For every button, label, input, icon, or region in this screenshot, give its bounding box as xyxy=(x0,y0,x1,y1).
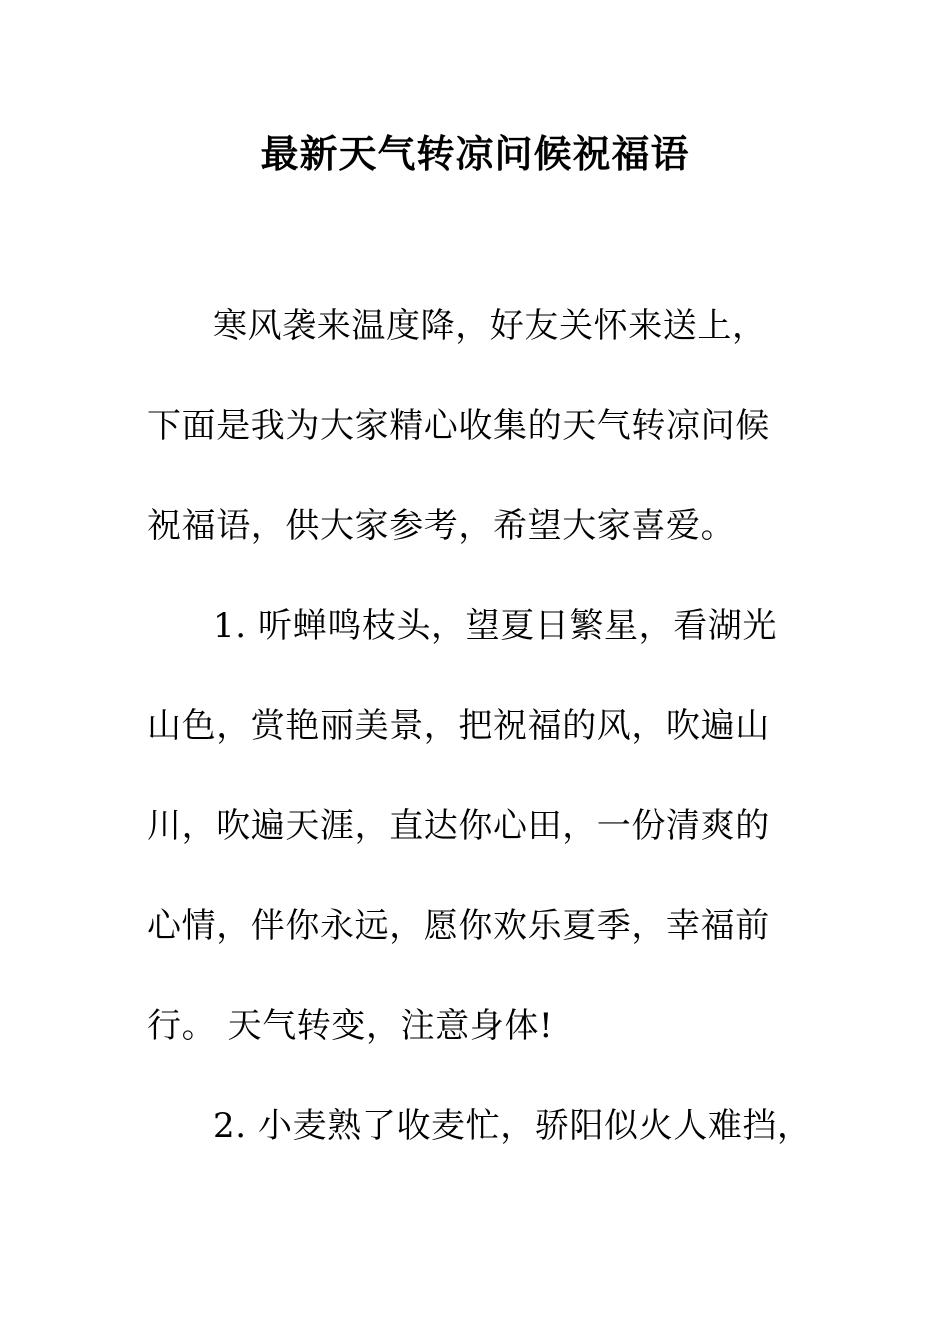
document-title: 最新天气转凉问候祝福语 xyxy=(260,131,690,176)
intro-line-3: 祝福语，供大家参考，希望大家喜爱。 xyxy=(147,506,736,546)
item-1-line-1: 1. 听蝉鸣枝头，望夏日繁星，看湖光 xyxy=(213,606,778,646)
item-2-line-1: 2. 小麦熟了收麦忙，骄阳似火人难挡， xyxy=(213,1106,812,1146)
intro-line-1: 寒风袭来温度降，好友关怀来送上， xyxy=(213,306,767,346)
item-1-line-3: 川，吹遍天涯，直达你心田，一份清爽的 xyxy=(147,806,770,846)
item-1-line-2: 山色，赏艳丽美景，把祝福的风，吹遍山 xyxy=(147,706,770,746)
item-1-line-5: 行。 天气转变，注意身体! xyxy=(147,1006,554,1046)
intro-line-2: 下面是我为大家精心收集的天气转凉问候 xyxy=(147,406,770,446)
item-1-line-4: 心情，伴你永远，愿你欢乐夏季，幸福前 xyxy=(147,906,770,946)
